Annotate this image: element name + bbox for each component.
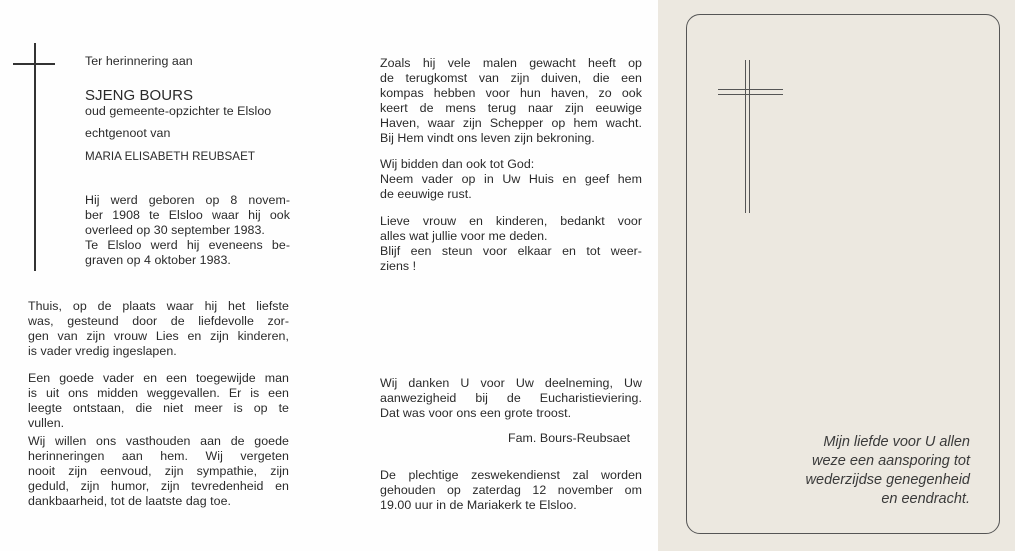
quote-line: en eendracht. xyxy=(881,491,970,507)
prayer-line: Neem vader op in Uw Huis en geef hem xyxy=(380,172,642,186)
deceased-role: oud gemeente-opzichter te Elsloo xyxy=(85,104,272,118)
para-line: herinneringen aan hem. Wij vergeten xyxy=(28,449,289,463)
prayer-line: Wij bidden dan ook tot God: xyxy=(380,157,535,171)
quote-line: weze een aansporing tot xyxy=(812,453,970,469)
para-line: is vader vredig ingeslapen. xyxy=(28,344,177,358)
para-line: keert de mens terug naar zijn eeuwige xyxy=(380,101,642,115)
service-line: gehouden op zaterdag 12 november om xyxy=(380,483,642,497)
bio-line: graven op 4 oktober 1983. xyxy=(85,253,231,267)
farewell-line: ziens ! xyxy=(380,259,417,273)
para-line: geduld, zijn humor, zijn tevredenheid en xyxy=(28,479,289,493)
para-line: was, gesteund door de liefdevolle zor- xyxy=(28,314,289,328)
bio-line: Te Elsloo werd hij eveneens be- xyxy=(85,238,290,252)
para-line: Thuis, op de plaats waar hij het liefste xyxy=(28,299,289,313)
cross-icon xyxy=(34,43,36,271)
para-line: Wij willen ons vasthouden aan de goede xyxy=(28,434,289,448)
quote-line: wederzijdse genegenheid xyxy=(805,472,970,488)
para-line: leegte ontstaan, die niet meer is op te xyxy=(28,401,289,415)
bio-line: Hij werd geboren op 8 novem- xyxy=(85,193,290,207)
bio-line: ber 1908 te Elsloo waar hij ook xyxy=(85,208,290,222)
farewell-line: Blijf een steun voor elkaar en tot weer- xyxy=(380,244,642,258)
bio-line: overleed op 30 september 1983. xyxy=(85,223,265,237)
quote-line: Mijn liefde voor U allen xyxy=(823,434,970,450)
para-line: Een goede vader en een toegewijde man xyxy=(28,371,289,385)
left-page xyxy=(0,0,335,551)
deceased-name: SJENG BOURS xyxy=(85,87,194,104)
para-line: de terugkomst van zijn duiven, die een xyxy=(380,71,642,85)
middle-page xyxy=(335,0,658,551)
para-line: Zoals hij vele malen gewacht heeft op xyxy=(380,56,642,70)
para-line: kompas hebben voor hun haven, zo ook xyxy=(380,86,642,100)
cross-icon-bar xyxy=(13,63,55,65)
spouse-name: MARIA ELISABETH REUBSAET xyxy=(85,150,255,163)
para-line: is uit ons midden weggevallen. Er is een xyxy=(28,386,289,400)
farewell-line: alles wat jullie voor me deden. xyxy=(380,229,548,243)
para-line: dankbaarheid, tot de laatste dag toe. xyxy=(28,494,232,508)
para-line: gen van zijn vrouw Lies en zijn kinderen, xyxy=(28,329,289,343)
spouse-label: echtgenoot van xyxy=(85,126,171,140)
prayer-line: de eeuwige rust. xyxy=(380,187,472,201)
thanks-line: Wij danken U voor Uw deelneming, Uw xyxy=(380,376,642,390)
intro-text: Ter herinnering aan xyxy=(85,54,193,68)
thanks-line: aanwezigheid bij de Eucharistieviering. xyxy=(380,391,642,405)
thanks-line: Dat was voor ons een grote troost. xyxy=(380,406,572,420)
right-page xyxy=(658,0,1015,551)
service-line: 19.00 uur in de Mariakerk te Elsloo. xyxy=(380,498,577,512)
para-line: nooit zijn eenvoud, zijn sympathie, zijn xyxy=(28,464,289,478)
farewell-line: Lieve vrouw en kinderen, bedankt voor xyxy=(380,214,642,228)
double-cross-icon xyxy=(718,60,783,213)
family-signature: Fam. Bours-Reubsaet xyxy=(508,431,631,445)
para-line: Haven, waar zijn Schepper op hem wacht. xyxy=(380,116,642,130)
para-line: Bij Hem vindt ons leven zijn bekroning. xyxy=(380,131,595,145)
service-line: De plechtige zeswekendienst zal worden xyxy=(380,468,642,482)
para-line: vullen. xyxy=(28,416,65,430)
